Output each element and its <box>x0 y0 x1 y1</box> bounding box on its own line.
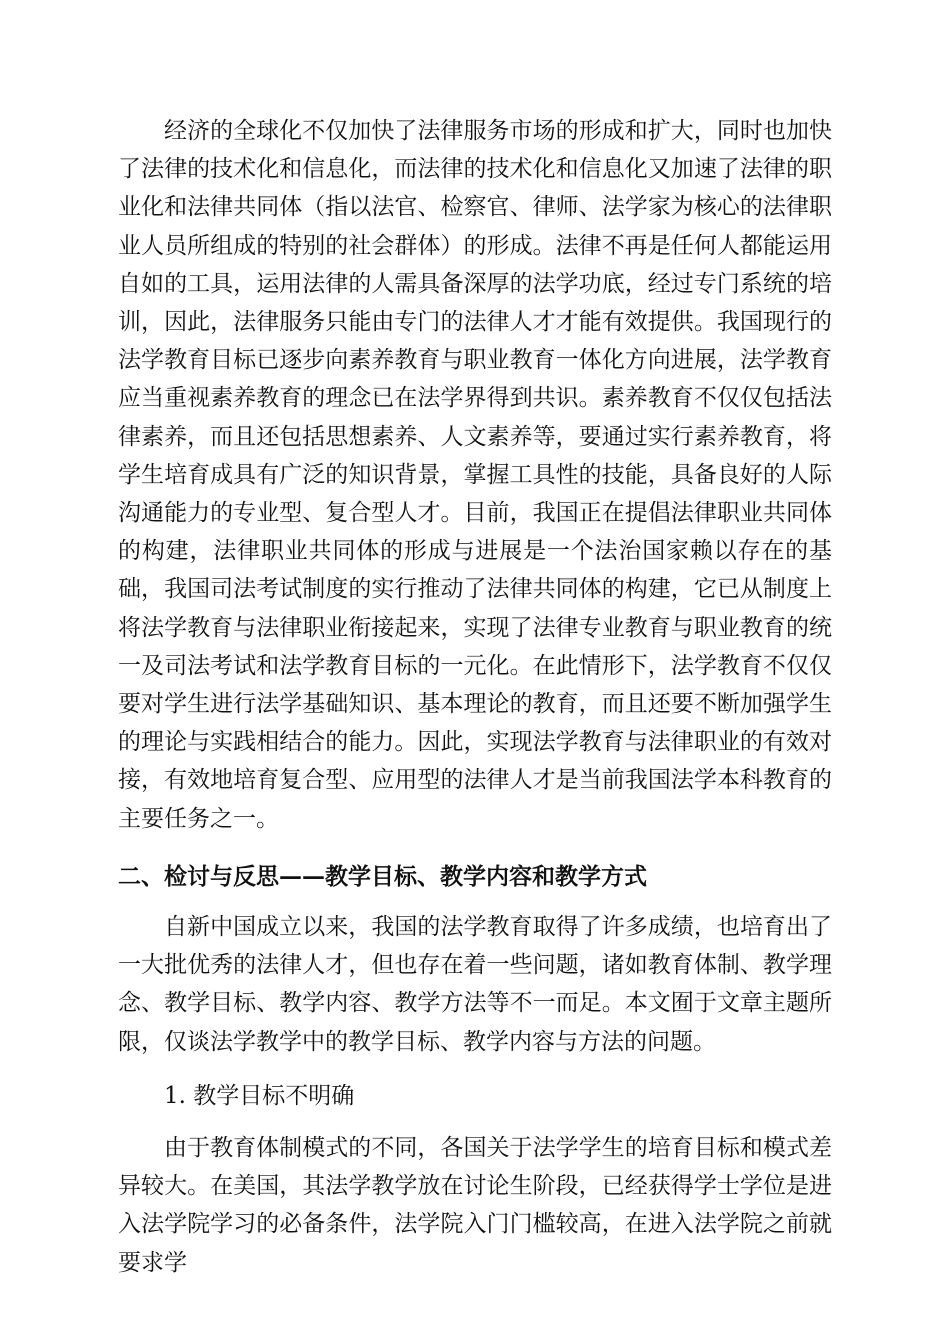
section-heading: 二、检讨与反思——教学目标、教学内容和教学方式 <box>118 862 647 890</box>
document-page <box>118 112 832 1282</box>
body-paragraph: 由于教育体制模式的不同，各国关于法学学生的培育目标和模式差异较大。在美国，其法学教学放在讨论生阶段，已经获得学士学位是进入法学院学习的必备条件，法学院入门门槛较高，在进入法学院之前就要求学 <box>118 1135 832 1276</box>
body-paragraph: 自新中国成立以来，我国的法学教育取得了许多成绩，也培育出了一大批优秀的法律人才，但也存在着一些问题，诸如教育体制、教学理念、教学目标、教学内容、教学方法等不一而足。本文囿于文章主题所限，仅谈法学教学中的教学目标、教学内容与方法的问题。 <box>118 914 832 1055</box>
subsection-heading: 1. 教学目标不明确 <box>164 1082 355 1109</box>
body-paragraph: 经济的全球化不仅加快了法律服务市场的形成和扩大，同时也加快了法律的技术化和信息化，而法律的技术化和信息化又加速了法律的职业化和法律共同体（指以法官、检察官、律师、法学家为核心的法律职业人员所组成的特别的社会群体）的形成。法律不再是任何人都能运用自如的工具，运用法律的人需具备深厚的法学功底，经过专门系统的培训，因此，法律服务只能由专门的法律人才才能有效提供。我国现行的法学教育目标已逐步向素养教育与职业教育一体化方向进展，法学教育应当重视素养教育的理念已在法学界得到共识。素养教育不仅仅包括法律素养，而且还包括思想素养、人文素养等，要通过实行素养教育，将学生培育成具有广泛的知识背景，掌握工具性的技能，具备良好的人际沟通能力的专业型、复合型人才。目前，我国正在提倡法律职业共同体的构建，法律职业共同体的形成与进展是一个法治国家赖以存在的基础，我国司法考试制度的实行推动了法律共同体的构建，它已从制度上将法学教育与法律职业衔接起来，实现了法律专业教育与职业教育的统一及司法考试和法学教育目标的一元化。在此情形下，法学教育不仅仅要对学生进行法学基础知识、基本理论的教育，而且还要不断加强学生的理论与实践相结合的能力。因此，实现法学教育与法律职业的有效对接，有效地培育复合型、应用型的法律人才是当前我国法学本科教育的主要任务之一。 <box>118 118 832 832</box>
